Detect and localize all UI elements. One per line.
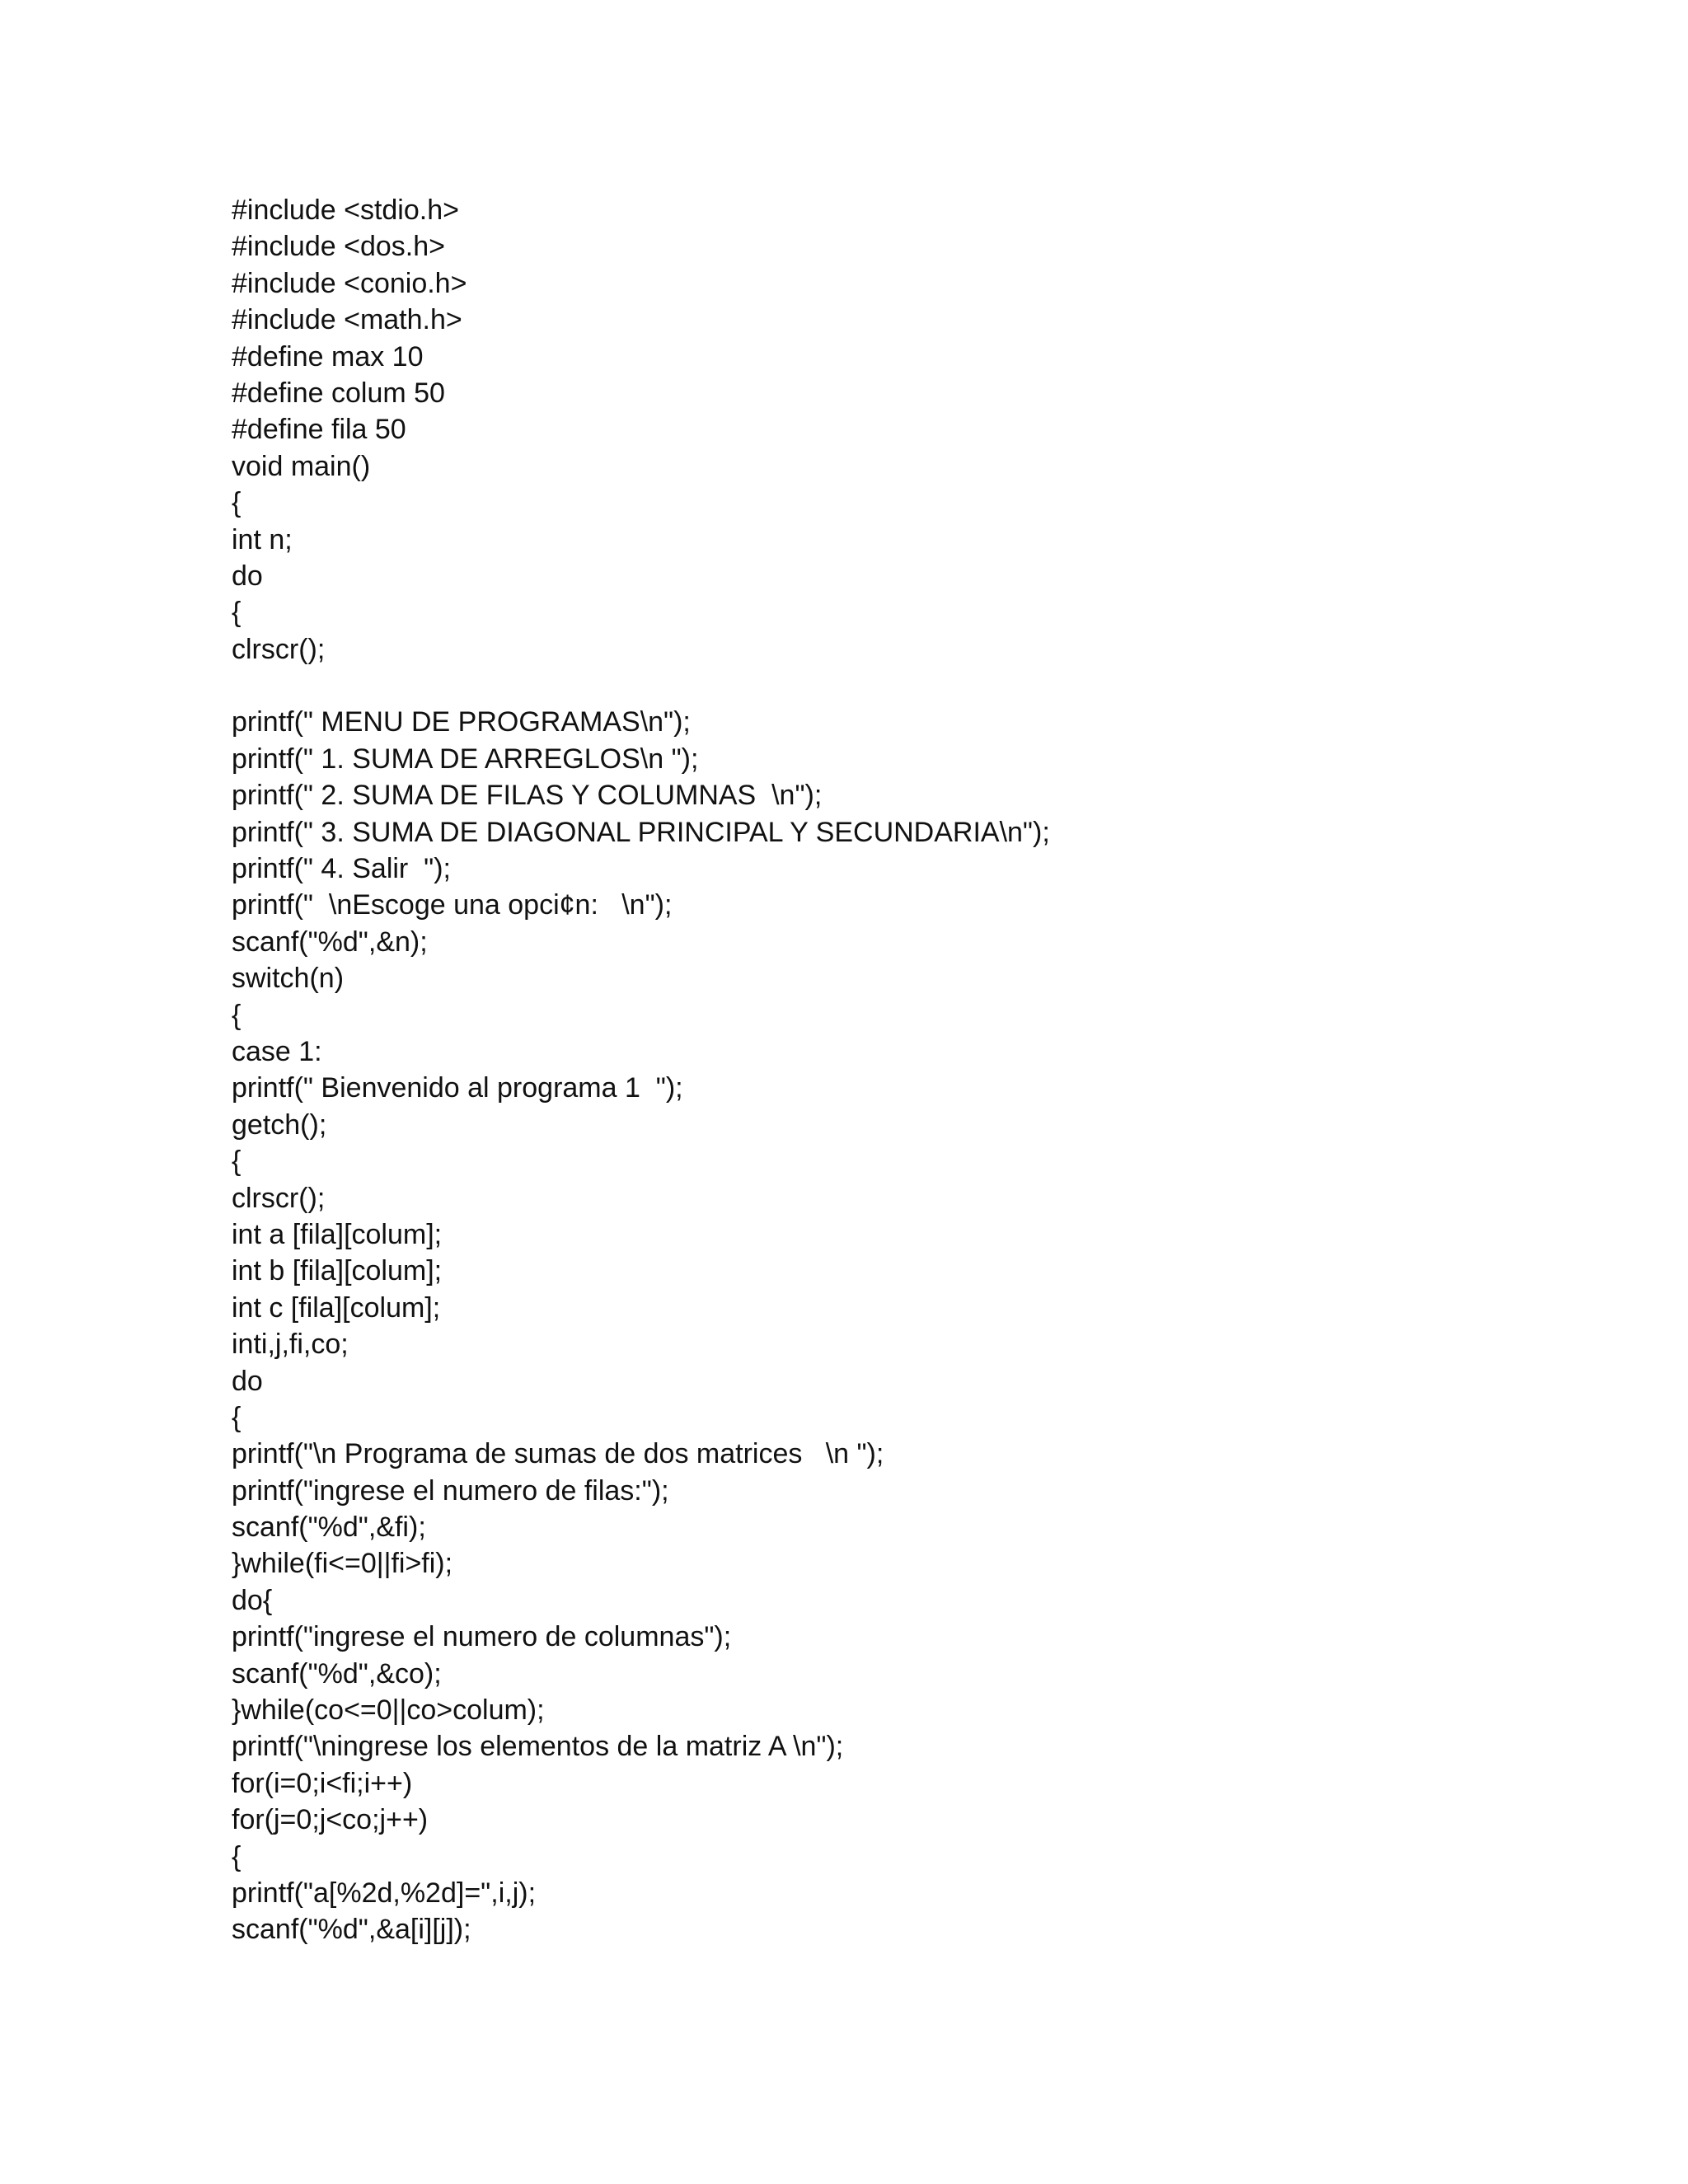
code-line: printf("a[%2d,%2d]=",i,j); — [232, 1877, 537, 1909]
blank-line — [232, 668, 1633, 704]
code-line: scanf("%d",&fi); — [232, 1511, 426, 1544]
code-line: printf("\ningrese los elementos de la matriz A \n"); — [232, 1731, 844, 1763]
code-line: do — [232, 560, 263, 592]
code-line: scanf("%d",&n); — [232, 926, 428, 958]
code-line: for(i=0;i<fi;i++) — [232, 1767, 413, 1799]
code-line: printf(" 2. SUMA DE FILAS Y COLUMNAS \n"); — [232, 780, 823, 812]
code-line: int n; — [232, 523, 293, 555]
code-line: { — [232, 1401, 241, 1433]
code-line: }while(co<=0||co>colum); — [232, 1694, 545, 1727]
code-line: #define colum 50 — [232, 377, 445, 409]
code-line: clrscr(); — [232, 633, 326, 665]
code-line: printf(" Bienvenido al programa 1 "); — [232, 1072, 683, 1104]
code-line: scanf("%d",&co); — [232, 1657, 442, 1690]
code-line: printf("ingrese el numero de columnas"); — [232, 1621, 732, 1653]
code-line: do — [232, 1365, 263, 1397]
code-line: #include <stdio.h> — [232, 194, 459, 226]
code-line: { — [232, 999, 241, 1031]
code-line: for(j=0;j<co;j++) — [232, 1804, 429, 1836]
code-line: scanf("%d",&a[i][j]); — [232, 1914, 471, 1946]
code-line: int a [fila][colum]; — [232, 1218, 443, 1250]
code-line: printf(" 3. SUMA DE DIAGONAL PRINCIPAL Y SECUNDARIA\n"); — [232, 816, 1050, 848]
code-line: { — [232, 487, 241, 519]
code-line: #define max 10 — [232, 340, 424, 373]
code-line: int c [fila][colum]; — [232, 1291, 441, 1324]
code-line: { — [232, 1146, 241, 1178]
code-line: do{ — [232, 1584, 273, 1616]
code-line: getch(); — [232, 1108, 327, 1141]
code-line: void main() — [232, 450, 371, 482]
code-line: #define fila 50 — [232, 414, 406, 446]
code-line: printf(" \nEscoge una opci¢n: \n"); — [232, 889, 673, 921]
code-listing — [232, 192, 1633, 1948]
code-line: #include <math.h> — [232, 304, 462, 336]
code-line: printf("ingrese el numero de filas:"); — [232, 1474, 669, 1507]
code-line: switch(n) — [232, 963, 345, 995]
code-line: { — [232, 1840, 241, 1872]
code-line: { — [232, 597, 241, 629]
code-line: printf(" 1. SUMA DE ARREGLOS\n "); — [232, 743, 699, 775]
code-line: clrscr(); — [232, 1182, 326, 1214]
code-line: }while(fi<=0||fi>fi); — [232, 1548, 453, 1580]
code-line: inti,j,fi,co; — [232, 1329, 349, 1361]
code-line: int b [fila][colum]; — [232, 1255, 443, 1287]
code-line: printf(" 4. Salir "); — [232, 853, 451, 885]
code-line: printf(" MENU DE PROGRAMAS\n"); — [232, 706, 691, 738]
code-line: #include <conio.h> — [232, 267, 467, 299]
code-line: case 1: — [232, 1035, 322, 1067]
code-line: printf("\n Programa de sumas de dos matrices \n "); — [232, 1438, 884, 1470]
code-line: #include <dos.h> — [232, 231, 445, 263]
